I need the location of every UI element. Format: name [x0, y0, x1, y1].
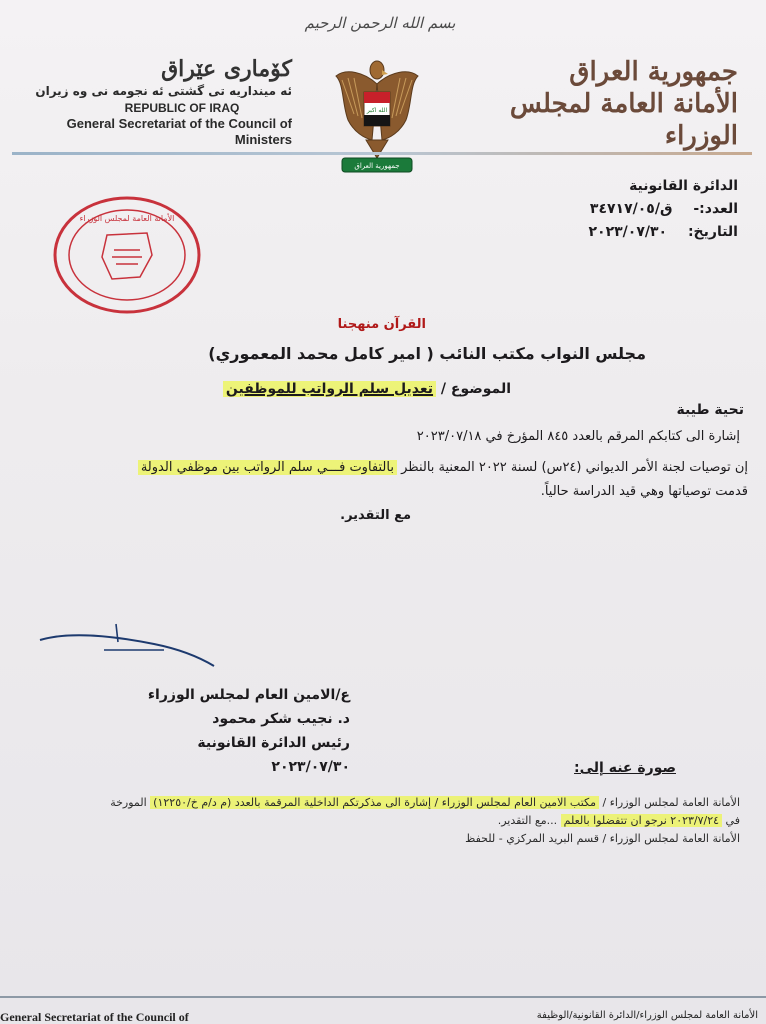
footer-divider: [0, 996, 766, 998]
signatory-position: رئيس الدائرة القانونية: [197, 735, 350, 751]
copy-1-text: الأمانة العامة لمجلس الوزراء /: [599, 796, 740, 809]
motto: القرآن منهجنا: [337, 317, 426, 332]
subject-label: الموضوع /: [440, 381, 511, 397]
recipient: مجلس النواب مكتب النائب ( امير كامل محمد المعموري): [208, 344, 646, 363]
kurdish-subtitle: ئه مینداریه تی گشتی ئه نجومه نی وه زیران: [35, 84, 292, 98]
copy-2-suffix: ...مع التقدير.: [497, 814, 561, 827]
english-country: REPUBLIC OF IRAQ: [124, 101, 240, 115]
reference-block: [438, 175, 738, 244]
copy-2-text: في: [722, 814, 740, 827]
official-stamp: [52, 195, 202, 315]
paragraph-2-highlight: بالتفاوت فـــي سلم الرواتب بين موظفي الدولة: [138, 460, 397, 475]
copy-1-highlight: مكتب الامين العام لمجلس الوزراء / إشارة الى مذكرتكم الداخلية المرقمة بالعدد (م د/م خ/١٢٢٥٠): [150, 796, 599, 809]
emblem-banner-text: جمهورية العراق: [354, 162, 400, 170]
header-left-block: [32, 56, 292, 148]
svg-text:الله اكبر: الله اكبر: [366, 107, 388, 114]
stamp-text: الأمانة العامة لمجلس الوزراء: [79, 214, 175, 223]
copy-1-suffix: المورخة: [110, 796, 151, 809]
subject-value: تعديل سلم الرواتب للموظفين: [223, 381, 436, 397]
copy-line-2: [40, 814, 740, 827]
number-label: العدد:-: [693, 201, 738, 217]
iraq-eagle-emblem: [334, 54, 420, 178]
subject-line: [223, 381, 511, 397]
paragraph-recommendations: [138, 460, 748, 475]
english-org: General Secretariat of the Council of Ministers: [66, 116, 292, 147]
copies-title: صورة عنه إلى:: [574, 760, 676, 776]
closing: مع التقدير.: [340, 508, 411, 523]
date-value: ٢٠٢٣/٠٧/٣٠: [588, 224, 668, 240]
copy-2-highlight: ٢٠٢٣/٧/٢٤ نرجو ان تتفضلوا بالعلم: [561, 814, 722, 827]
header-right-block: [488, 56, 738, 152]
date-label: التاريخ:: [687, 224, 738, 240]
number-value: ق/٣٤٧١٧/٠٥: [589, 201, 673, 217]
signatory-block: [50, 683, 350, 779]
paragraph-2-text: إن توصيات لجنة الأمر الديواني (٢٤س) لسنة ٢٠٢٢ المعنية بالنظر: [396, 460, 748, 475]
signatory-date: ٢٠٢٣/٠٧/٣٠: [271, 759, 350, 775]
footer-english-org: General Secretariat of the Council of: [0, 1010, 189, 1024]
reference-date: [438, 221, 738, 244]
kurdish-title: كۆماری عێراق: [161, 56, 292, 82]
arabic-title-secretariat: الأمانة العامة لمجلس الوزراء: [509, 89, 738, 151]
copy-line-3: الأمانة العامة لمجلس الوزراء / قسم البريد المركزي - للحفظ: [465, 832, 740, 845]
footer-arabic-path: الأمانة العامة لمجلس الوزراء/الدائرة القانونية/الوظيفة: [536, 1010, 758, 1021]
signatory-name: د. نجيب شكر محمود: [212, 711, 350, 727]
paragraph-status: قدمت توصياتها وهي قيد الدراسة حالياً.: [540, 484, 748, 499]
signatory-title: ع/الامين العام لمجلس الوزراء: [147, 687, 350, 703]
reference-number: [438, 198, 738, 221]
greeting: تحية طيبة: [676, 402, 744, 418]
header-divider: [12, 152, 752, 155]
department-label: الدائرة القانونية: [629, 178, 738, 194]
copy-line-1: [0, 796, 740, 809]
handwritten-signature: [34, 620, 224, 680]
arabic-title-republic: جمهورية العراق: [569, 57, 738, 87]
basmala: بسم الله الرحمن الرحيم: [304, 14, 456, 32]
paragraph-reference: إشارة الى كتابكم المرقم بالعدد ٨٤٥ المؤرخ في ٢٠٢٣/٠٧/١٨: [416, 429, 740, 444]
